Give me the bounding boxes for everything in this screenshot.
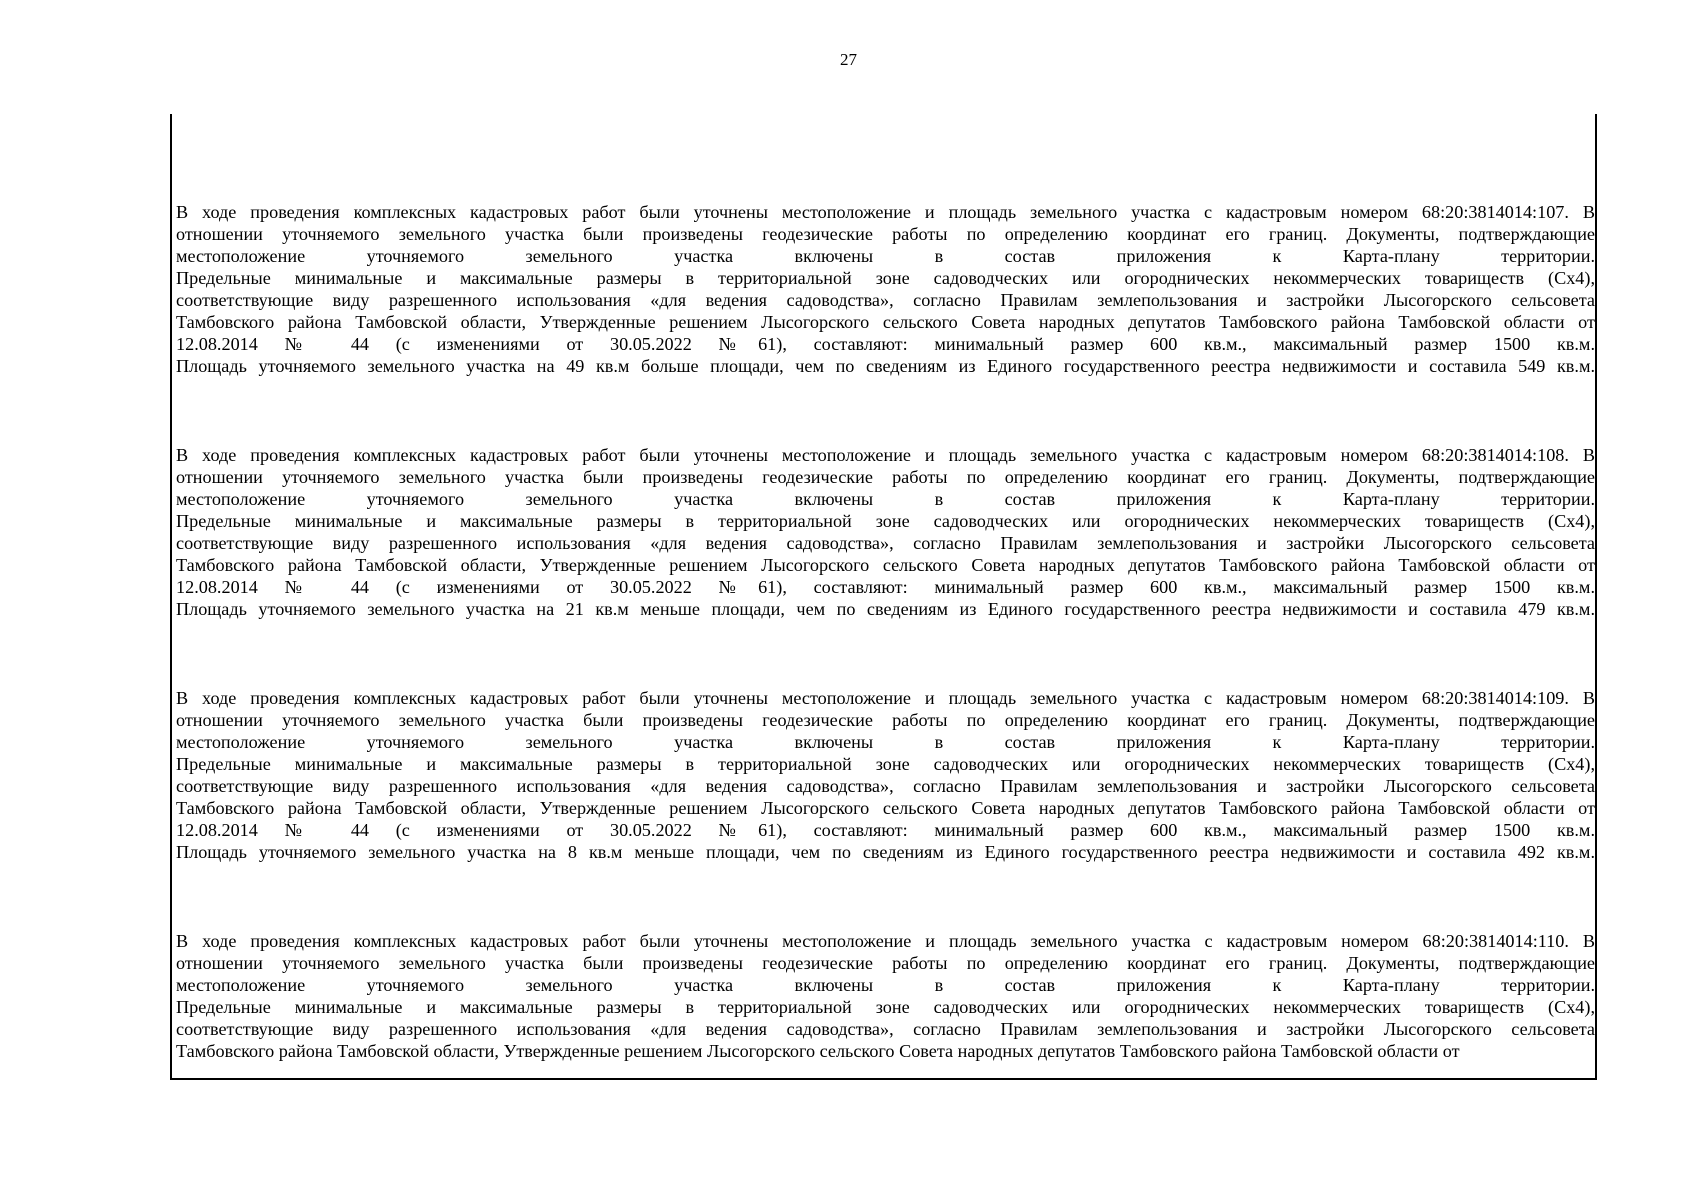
text-line: Тамбовского района Тамбовской области, Утвержденные решением Лысогорского сельского Совета народных депутатов Тамбовского района Тамбовской области от xyxy=(176,555,1595,575)
text-line: отношении уточняемого земельного участка были произведены геодезические работы по определению координат его границ. Документы, подтверждающие xyxy=(176,953,1595,973)
paragraph-parcel-109 xyxy=(176,687,1595,863)
text-line: соответствующие виду разрешенного использования «для ведения садоводства», согласно Правилам землепользования и застройки Лысогорского сельсовета xyxy=(176,776,1595,796)
paragraph-parcel-108 xyxy=(176,444,1595,620)
page-number: 27 xyxy=(840,50,857,69)
text-line: В ходе проведения комплексных кадастровых работ были уточнены местоположение и площадь земельного участка с кадастровым номером 68:20:3814014:108. В xyxy=(176,445,1595,465)
text-line: местоположение уточняемого земельного участка включены в состав приложения к Карта-плану территории. xyxy=(176,246,1595,266)
text-line: отношении уточняемого земельного участка были произведены геодезические работы по определению координат его границ. Документы, подтверждающие xyxy=(176,224,1595,244)
text-line: Тамбовского района Тамбовской области, Утвержденные решением Лысогорского сельского Совета народных депутатов Тамбовского района Тамбовской области от xyxy=(176,798,1595,818)
text-line: Тамбовского района Тамбовской области, Утвержденные решением Лысогорского сельского Совета народных депутатов Тамбовского района Тамбовской области от xyxy=(176,1041,1460,1061)
text-line: местоположение уточняемого земельного участка включены в состав приложения к Карта-плану территории. xyxy=(176,975,1595,995)
text-line: В ходе проведения комплексных кадастровых работ были уточнены местоположение и площадь земельного участка с кадастровым номером 68:20:3814014:107. В xyxy=(176,202,1595,222)
paragraph-parcel-107 xyxy=(176,201,1595,377)
text-line: Площадь уточняемого земельного участка на 49 кв.м больше площади, чем по сведениям из Единого государственного реестра недвижимости и составила 549 кв.м. xyxy=(176,356,1595,376)
text-line: 12.08.2014 № 44 (с изменениями от 30.05.2022 №61), составляют: минимальный размер 600 кв.м., максимальный размер 1500 кв.м. xyxy=(176,820,1595,840)
text-line: Площадь уточняемого земельного участка на 8 кв.м меньше площади, чем по сведениям из Единого государственного реестра недвижимости и составила 492 кв.м. xyxy=(176,842,1595,862)
text-line: Предельные минимальные и максимальные размеры в территориальной зоне садоводческих или огороднических некоммерческих товариществ (Сх4), xyxy=(176,754,1595,774)
text-line: 12.08.2014 № 44 (с изменениями от 30.05.2022 №61), составляют: минимальный размер 600 кв.м., максимальный размер 1500 кв.м. xyxy=(176,334,1595,354)
text-line: отношении уточняемого земельного участка были произведены геодезические работы по определению координат его границ. Документы, подтверждающие xyxy=(176,467,1595,487)
text-line: местоположение уточняемого земельного участка включены в состав приложения к Карта-плану территории. xyxy=(176,489,1595,509)
text-line: соответствующие виду разрешенного использования «для ведения садоводства», согласно Правилам землепользования и застройки Лысогорского сельсовета xyxy=(176,533,1595,553)
text-line: 12.08.2014 № 44 (с изменениями от 30.05.2022 №61), составляют: минимальный размер 600 кв.м., максимальный размер 1500 кв.м. xyxy=(176,577,1595,597)
text-line: местоположение уточняемого земельного участка включены в состав приложения к Карта-плану территории. xyxy=(176,732,1595,752)
text-line: В ходе проведения комплексных кадастровых работ были уточнены местоположение и площадь земельного участка с кадастровым номером 68:20:3814014:109. В xyxy=(176,688,1595,708)
text-line: Площадь уточняемого земельного участка на 21 кв.м меньше площади, чем по сведениям из Единого государственного реестра недвижимости и составила 479 кв.м. xyxy=(176,599,1595,619)
text-line: В ходе проведения комплексных кадастровых работ были уточнены местоположение и площадь земельного участка с кадастровым номером 68:20:3814014:110. В xyxy=(176,931,1595,951)
text-line: соответствующие виду разрешенного использования «для ведения садоводства», согласно Правилам землепользования и застройки Лысогорского сельсовета xyxy=(176,290,1595,310)
text-line: Предельные минимальные и максимальные размеры в территориальной зоне садоводческих или огороднических некоммерческих товариществ (Сх4), xyxy=(176,268,1595,288)
paragraph-parcel-110 xyxy=(176,930,1595,1062)
text-line: соответствующие виду разрешенного использования «для ведения садоводства», согласно Правилам землепользования и застройки Лысогорского сельсовета xyxy=(176,1019,1595,1039)
text-line: Тамбовского района Тамбовской области, Утвержденные решением Лысогорского сельского Совета народных депутатов Тамбовского района Тамбовской области от xyxy=(176,312,1595,332)
document-frame xyxy=(170,114,1597,1080)
text-line: Предельные минимальные и максимальные размеры в территориальной зоне садоводческих или огороднических некоммерческих товариществ (Сх4), xyxy=(176,511,1595,531)
text-line: отношении уточняемого земельного участка были произведены геодезические работы по определению координат его границ. Документы, подтверждающие xyxy=(176,710,1595,730)
text-line: Предельные минимальные и максимальные размеры в территориальной зоне садоводческих или огороднических некоммерческих товариществ (Сх4), xyxy=(176,997,1595,1017)
